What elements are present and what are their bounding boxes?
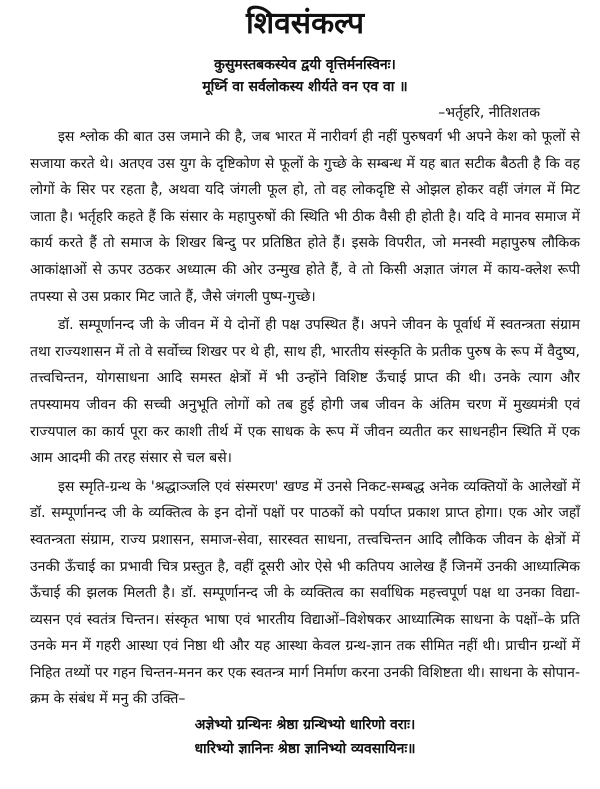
epigraph-line-1: कुसुमस्तबकस्येव द्वयी वृत्तिर्मनस्विनः।	[214, 57, 396, 73]
paragraph-1: इस श्लोक की बात उस जमाने की है, जब भारत में नारीवर्ग ही नहीं पुरुषवर्ग भी अपने केश को फूलों से सजाया करते थे। अतएव उस युग के दृष्टिकोण से फूलों के गुच्छे के सम्बन्ध में यह बात सटीक बैठती है कि वह लोगों के सिर पर रहता है, अथवा यदि जंगली फूल हो, तो वह लोकदृष्टि से ओझल होकर वहीं जंगल में मिट जाता है। भर्तृहरि कहते हैं कि संसार के महापुरुषों की स्थिति भी ठीक वैसी ही होती है। यदि वे मानव समाज में कार्य करते हैं तो समाज के शिखर बिन्दु पर प्रतिष्ठित होते हैं। इसके विपरीत, जो मनस्वी महापुरुष लौकिक आकांक्षाओं से ऊपर उठकर अध्यात्म की ओर उन्मुख होते हैं, वे तो किसी अज्ञात जंगल में काय-क्लेश रूपी तपस्या से उस प्रकार मिट जाते हैं, जैसे जंगली पुष्प-गुच्छे।	[30, 129, 580, 305]
epigraph-line-2: मूर्ध्नि वा सर्वलोकस्य शीर्यते वन एव वा ॥	[202, 79, 408, 95]
paragraph-3: इस स्मृति-ग्रन्थ के 'श्रद्धाञ्जलि एवं संस्मरण' खण्ड में उनसे निकट-सम्बद्ध अनेक व्यक्तियों के आलेखों में डॉ. सम्पूर्णानन्द जी के व्यक्तित्व के इन दोनों पक्षों पर पाठकों को पर्याप्त प्रकाश प्राप्त होगा। एक ओर जहाँ स्वतन्त्रता संग्राम, राज्य प्रशासन, समाज-सेवा, सारस्वत साधना, तत्त्वचिन्तन आदि लौकिक जीवन के क्षेत्रों में उनकी ऊँचाई का प्रभावी चित्र प्रस्तुत है, वहीं दूसरी ओर ऐसे भी कतिपय आलेख हैं जिनमें उनकी आध्यात्मिक ऊँचाई की झलक मिलती है। डॉ. सम्पूर्णानन्द जी के व्यक्तित्व का सर्वाधिक महत्त्वपूर्ण पक्ष था उनका विद्या-व्यसन एवं स्वतंत्र चिन्तन। संस्कृत भाषा एवं भारतीय विद्याओं–विशेषकर आध्यात्मिक साधना के पक्षों–के प्रति उनके मन में गहरी आस्था एवं निष्ठा थी और यह आस्था केवल ग्रन्थ-ज्ञान तक सीमित नहीं थी। प्राचीन ग्रन्थों में निहित तथ्यों पर गहन चिन्तन-मनन कर एक स्वतन्त्र मार्ग निर्माण करना उनकी विशिष्टता थी। साधना के सोपान-क्रम के संबंध में मनु की उक्ति–	[30, 478, 580, 708]
paragraph-2: डॉ. सम्पूर्णानन्द जी के जीवन में ये दोनों ही पक्ष उपस्थित हैं। अपने जीवन के पूर्वार्ध में स्वतन्त्रता संग्राम तथा राज्यशासन में तो वे सर्वोच्च शिखर पर थे ही, साथ ही, भारतीय संस्कृति के प्रतीक पुरुष के रूप में वैदुष्य, तत्त्वचिन्तन, योगसाधना आदि समस्त क्षेत्रों में भी उन्होंने विशिष्ट ऊँचाई प्राप्त की थी। उनके त्याग और तपस्यामय जीवन की सच्ची अनुभूति लोगों को तब हुई होगी जब जीवन के अंतिम चरण में मुख्यमंत्री एवं राज्यपाल का कार्य पूरा कर काशी तीर्थ में एक साधक के रूप में जीवन व्यतीत कर साधनहीन स्थिति में एक आम आदमी की तरह संसार से चल बसे।	[30, 317, 580, 467]
closing-verse-line-2: धारिभ्यो ज्ञानिनः श्रेष्ठा ज्ञानिभ्यो व्यवसायिनः॥	[194, 741, 416, 758]
epigraph-source: –भर्तृहरि, नीतिशतक	[438, 105, 540, 121]
closing-verse-line-1: अज्ञेभ्यो ग्रन्थिनः श्रेष्ठा ग्रन्थिभ्यो धारिणो वराः।	[194, 717, 416, 734]
page-title: शिवसंकल्प	[245, 6, 365, 41]
